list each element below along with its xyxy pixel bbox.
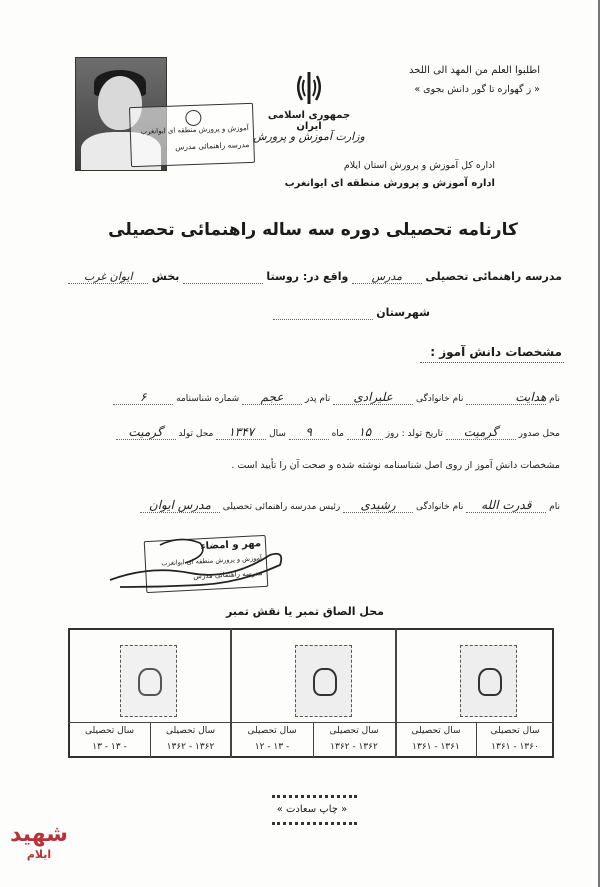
certification-text: مشخصات دانش آموز از روی اصل شناسنامه نوشته شده و صحت آن را تأیید است . [231, 460, 560, 471]
principal-last-name: رشیدی [343, 498, 413, 513]
revenue-stamp-1 [460, 645, 517, 717]
label-district: بخش [151, 270, 180, 283]
student-name-line [30, 390, 560, 405]
year-cell-label: سال تحصیلی [411, 726, 461, 736]
stamp-divider [230, 628, 232, 758]
photo-stamp-line-2: مدرسه راهنمائی مدرس [174, 140, 250, 152]
label-father: نام پدر [304, 394, 331, 404]
label-month: ماه [331, 429, 344, 439]
label-principal-name: نام [549, 502, 560, 512]
stamp-divider [395, 628, 397, 758]
principal-school: مدرس ایوان [140, 498, 220, 513]
last-name: علیرادی [333, 390, 413, 405]
year-cell-label: سال تحصیلی [329, 726, 379, 736]
first-name: هدایت [466, 390, 546, 405]
year-cell-value: ۱۳۶۱ - ۱۳۶۰ [491, 742, 539, 752]
footer-dots-bottom [272, 822, 357, 825]
stamp-area-title: محل الصاق تمبر یا نقش تمبر [226, 605, 384, 618]
motto-line-1: اطلبوا العلم من المهد الی اللحد [409, 65, 540, 76]
stamp-divider [68, 722, 554, 723]
label-issue-place: محل صدور [518, 429, 560, 439]
birth-month: ۹ [289, 425, 329, 440]
label-school: مدرسه راهنمائی تحصیلی [425, 270, 562, 283]
student-section-underline [420, 362, 564, 363]
label-last-name: نام خانوادگی [415, 394, 464, 404]
year-cell-value: ۱۳ - ۱۳ - [92, 742, 127, 752]
principal-line [30, 498, 560, 513]
issue-place: گرمیت [446, 425, 516, 440]
birth-day: ۱۵ [347, 425, 383, 440]
year-cell-label: سال تحصیلی [490, 726, 540, 736]
year-cell-value: ۱۳۶۲ - ۱۳۶۲ [166, 742, 215, 752]
photo-stamp-line-1: آموزش و پرورش منطقه ای ایوانغرب [140, 124, 249, 136]
header-ministry: وزارت آموزش و پرورش [253, 130, 365, 143]
watermark-line-1: شهید [10, 822, 68, 847]
label-id-no: شماره شناسنامه [176, 394, 240, 404]
district-value: ایوان غرب [68, 270, 148, 284]
student-birth-line [30, 425, 560, 440]
stamp-emblem-icon [313, 668, 337, 696]
principal-signature [90, 525, 300, 595]
stamp-emblem-icon [138, 668, 162, 696]
page-title: کارنامه تحصیلی دوره سه ساله راهنمائی تحصیلی [108, 220, 518, 240]
print-label: « چاپ سعادت » [276, 804, 348, 815]
village-value [183, 270, 263, 284]
motto-line-2: « ز گهواره تا گور دانش بجوی » [414, 84, 540, 95]
label-year: سال [269, 429, 286, 439]
year-cell-value: ۱۳۶۱ - ۱۳۶۱ [412, 742, 460, 752]
year-cell-value: ۱۳۶۲ - ۱۳۶۲ [330, 742, 378, 752]
label-birth-date: تاریخ تولد : روز [385, 429, 443, 439]
watermark-line-2: ایلام [26, 848, 52, 861]
year-cell-value: ۱۲ - ۱۳ - [254, 742, 290, 752]
school-value: مدرس [352, 270, 422, 284]
footer-dots-top [272, 795, 357, 798]
seal-label: مهر و امضاء [200, 538, 262, 553]
header-province-office: اداره کل آموزش و پرورش استان ایلام [343, 160, 495, 171]
father-name: عجم [242, 390, 302, 405]
label-principal-role: رئیس مدرسه راهنمائی تحصیلی [222, 502, 341, 512]
year-cell-label: سال تحصیلی [166, 726, 215, 736]
label-located: واقع در: روستا [266, 270, 349, 283]
revenue-stamp-3 [120, 645, 177, 717]
label-principal-last-name: نام خانوادگی [415, 502, 464, 512]
stamp-emblem-icon [478, 668, 502, 696]
principal-name: قدرت الله [466, 498, 546, 513]
seal-line-1: آموزش و پرورش منطقه ای ایوانغرب [161, 554, 262, 568]
photo-stamp [129, 103, 255, 167]
city-line [230, 306, 430, 320]
id-no: ۶ [113, 390, 173, 405]
label-birth-place: محل تولد [178, 429, 214, 439]
city-value [273, 306, 373, 320]
school-line [22, 270, 562, 284]
label-first-name: نام [549, 394, 560, 404]
stamp-divider [313, 722, 314, 758]
year-cell-label: سال تحصیلی [247, 726, 297, 736]
birth-year: ۱۳۴۷ [216, 425, 266, 440]
iran-emblem-icon [292, 70, 326, 106]
header-republic: جمهوری اسلامی ایران [267, 110, 351, 132]
seal-line-2: مدرسه راهنمائی مدرس [193, 569, 263, 581]
stamp-divider [476, 722, 477, 758]
label-city: شهرستان [376, 306, 430, 319]
birth-place: گرمیت [116, 425, 176, 440]
year-cell-label: سال تحصیلی [85, 726, 134, 736]
header-district-office: اداره آموزش و پرورش منطقه ای ایوانغرب [284, 178, 495, 189]
stamp-divider [150, 722, 151, 758]
watermark-logo [8, 822, 70, 878]
revenue-stamp-2 [295, 645, 352, 717]
photo-stamp-emblem-icon [185, 110, 202, 127]
student-section-title: مشخصات دانش آموز : [430, 345, 562, 359]
